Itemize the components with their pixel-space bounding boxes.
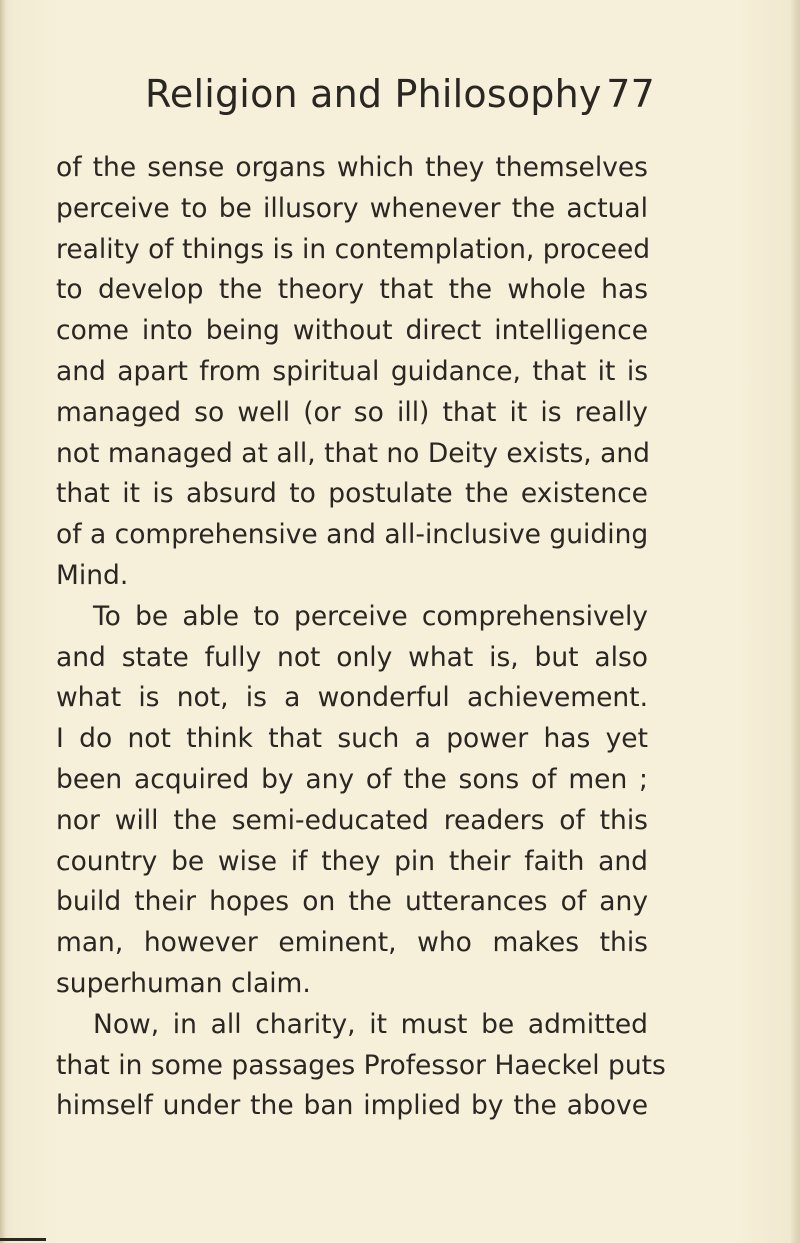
paragraph-end-line: Mind. (56, 559, 129, 591)
body-text (56, 148, 666, 1127)
text-line: and state fully not only what is, but also (56, 641, 648, 673)
paragraph-start-line: To be able to perceive comprehensively (93, 600, 648, 632)
text-line: what is not, is a wonderful achievement. (56, 682, 648, 714)
running-title: Religion and Philosophy (145, 72, 602, 116)
text-line: that in some passages Professor Haeckel puts (56, 1049, 666, 1081)
text-line: managed so well (or so ill) that it is really (56, 396, 648, 428)
text-line: nor will the semi-educated readers of this (56, 804, 648, 836)
page-gutter-shadow (0, 0, 6, 1243)
text-line: country be wise if they pin their faith and (56, 845, 648, 877)
running-head (145, 72, 655, 132)
text-line: reality of things is in contemplation, proceed (56, 233, 651, 265)
text-line: come into being without direct intelligence (56, 315, 648, 347)
text-line: build their hopes on the utterances of any (56, 886, 648, 918)
text-line: that it is absurd to postulate the existence (56, 478, 648, 510)
text-line: I do not think that such a power has yet (56, 723, 648, 755)
text-line: been acquired by any of the sons of men ; (56, 763, 648, 795)
text-line: of the sense organs which they themselves (56, 152, 648, 183)
text-line: to develop the theory that the whole has (56, 274, 648, 306)
text-line: perceive to be illusory whenever the actual (56, 192, 648, 224)
paragraph-start-line: Now, in all charity, it must be admitted (93, 1008, 648, 1040)
page-edge-shadow (790, 0, 800, 1243)
page-number: 77 (606, 72, 655, 116)
text-line: and apart from spiritual guidance, that it is (56, 355, 648, 387)
paragraph-end-line: superhuman claim. (56, 967, 311, 999)
text-line: himself under the ban implied by the above (56, 1090, 648, 1122)
text-line: of a comprehensive and all-inclusive guiding (56, 519, 649, 551)
scan-edge-mark (0, 1238, 46, 1241)
text-line: not managed at all, that no Deity exists, and (56, 437, 650, 469)
text-line: man, however eminent, who makes this (56, 927, 648, 959)
